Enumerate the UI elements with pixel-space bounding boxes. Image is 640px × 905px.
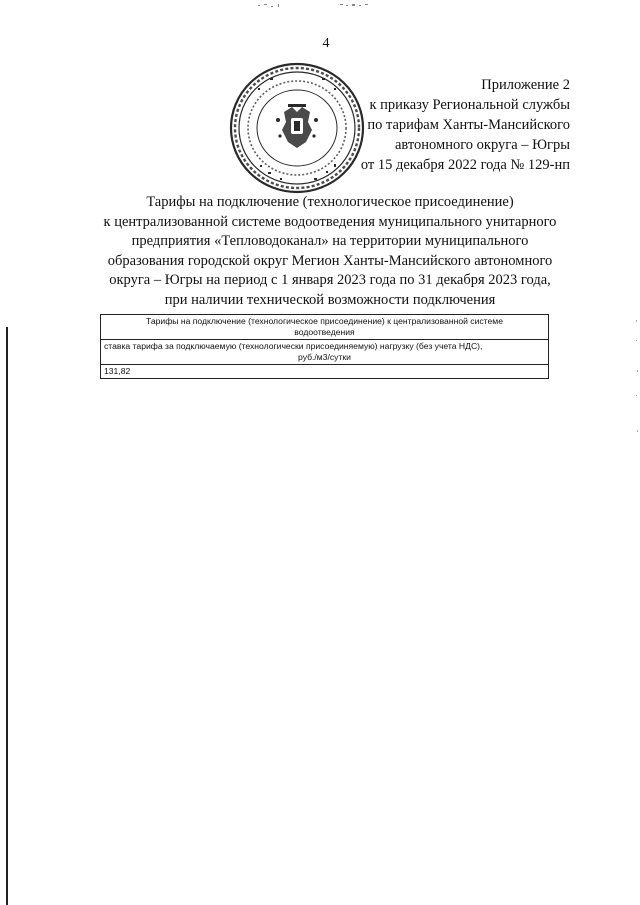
appendix-date-line: от 15 декабря 2022 года № 129-нп (360, 157, 570, 173)
page-number: 4 (322, 36, 330, 51)
appendix-authority-line: по тарифам Ханты-Мансийского (367, 117, 570, 133)
title-line: образования городской округ Мегион Ханты-Мансийского автономного (107, 252, 553, 269)
appendix-region-line: автономного округа – Югры (394, 137, 570, 153)
table-row (101, 315, 549, 340)
title-line: при наличии технической возможности подключения (164, 291, 496, 308)
table-row (101, 340, 549, 365)
rate-value-cell: 131,82 (101, 365, 549, 379)
table-row (101, 365, 549, 379)
rate-description-text: ставка тарифа за подключаемую (технологически присоединяемую) нагрузку (без учета НДС), (104, 341, 483, 351)
document-title (60, 193, 600, 310)
header-text: водоотведения (294, 327, 355, 337)
appendix-block (330, 75, 570, 175)
title-line: предприятия «Тепловодоканал» на территории муниципального (131, 233, 529, 249)
scan-artifact-dots (0, 2, 640, 12)
scan-artifact-specks (626, 300, 640, 500)
appendix-order-line: к приказу Региональной службы (369, 97, 570, 113)
rate-description-cell (101, 340, 549, 365)
scan-edge-line (6, 327, 8, 905)
tariff-table (100, 314, 549, 379)
header-text: Тарифы на подключение (технологическое присоединение) к централизованной системе (146, 316, 503, 326)
rate-unit-text: руб./м3/сутки (298, 352, 351, 362)
title-line: Тарифы на подключение (технологическое присоединение) (146, 194, 514, 210)
title-line: к централизованной системе водоотведения муниципального унитарного (103, 213, 557, 230)
title-line: округа – Югры на период с 1 января 2023 года по 31 декабря 2023 года, (109, 272, 551, 288)
table-header-cell (101, 315, 549, 340)
appendix-title: Приложение 2 (481, 77, 570, 93)
